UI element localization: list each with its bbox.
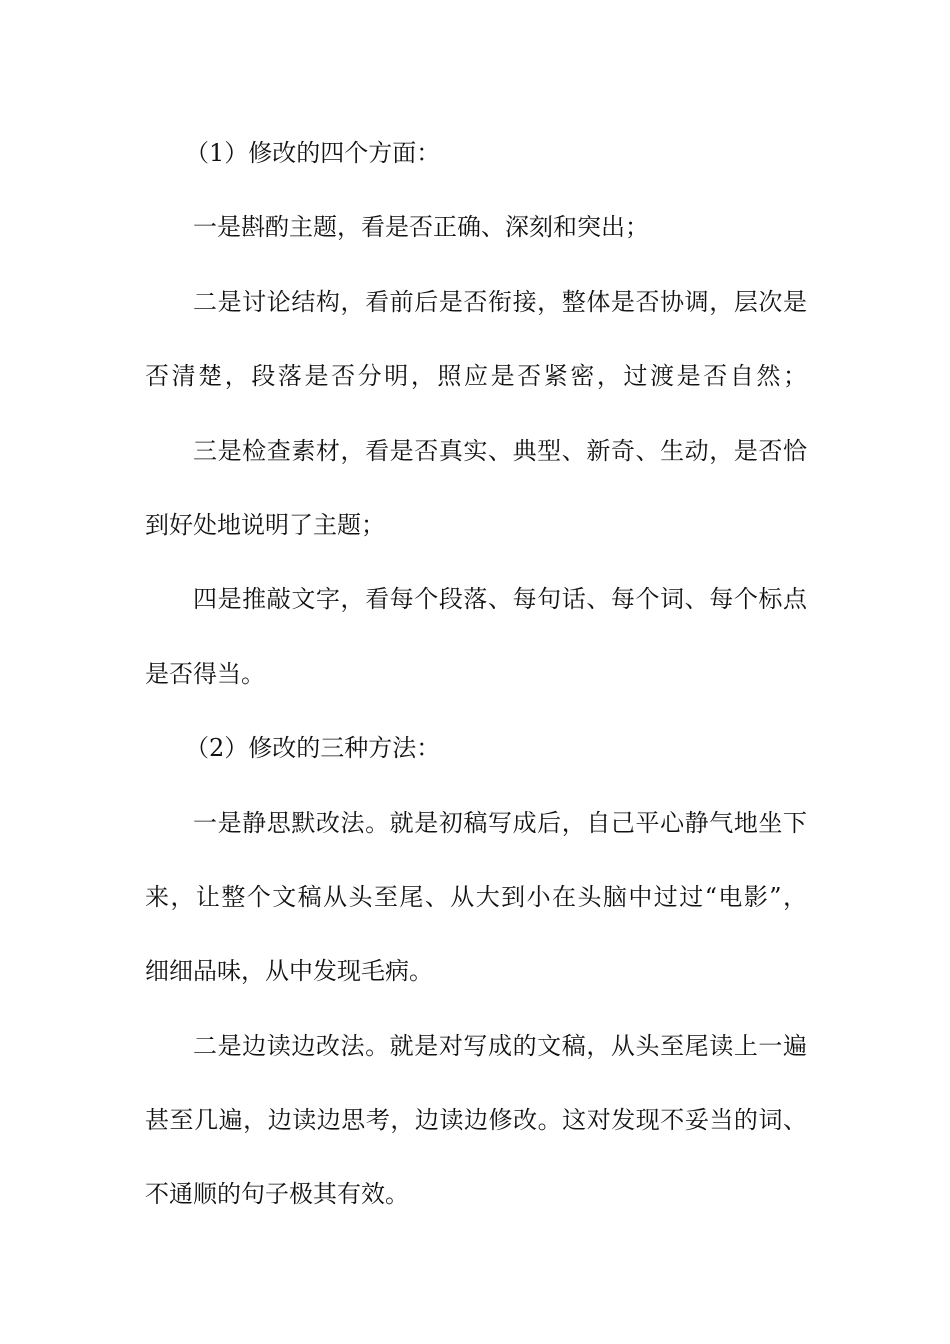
- section-heading-1: （1）修改的四个方面：: [185, 139, 441, 167]
- section-heading-2: （2）修改的三种方法：: [185, 734, 441, 763]
- paragraph-method-1-line-3: 细细品味，从中发现毛病。: [145, 957, 433, 986]
- paragraph-item-2-line-2: 否清楚，段落是否分明，照应是否紧密，过渡是否自然；: [145, 362, 807, 391]
- paragraph-item-3-line-1: 三是检查素材，看是否真实、典型、新奇、生动，是否恰: [193, 436, 807, 465]
- paragraph-method-1-line-1: 一是静思默改法。就是初稿写成后，自己平心静气地坐下: [193, 808, 807, 837]
- paragraph-item-3-line-2: 到好处地说明了主题；: [145, 510, 385, 539]
- paragraph-method-2-line-2: 甚至几遍，边读边思考，边读边修改。这对发现不妥当的词、: [145, 1106, 807, 1135]
- paragraph-method-1-line-2: 来，让整个文稿从头至尾、从大到小在头脑中过过“电影”，: [145, 882, 807, 911]
- document-body: [145, 122, 807, 1238]
- paragraph-method-2-line-3: 不通顺的句子极其有效。: [145, 1180, 409, 1209]
- paragraph-item-4-line-1: 四是推敲文字，看每个段落、每句话、每个词、每个标点: [193, 585, 807, 614]
- paragraph-item-1: 一是斟酌主题，看是否正确、深刻和突出；: [193, 213, 649, 242]
- paragraph-item-4-line-2: 是否得当。: [145, 659, 265, 688]
- paragraph-method-2-line-1: 二是边读边改法。就是对写成的文稿，从头至尾读上一遍: [193, 1031, 807, 1060]
- paragraph-item-2-line-1: 二是讨论结构，看前后是否衔接，整体是否协调，层次是: [193, 287, 807, 316]
